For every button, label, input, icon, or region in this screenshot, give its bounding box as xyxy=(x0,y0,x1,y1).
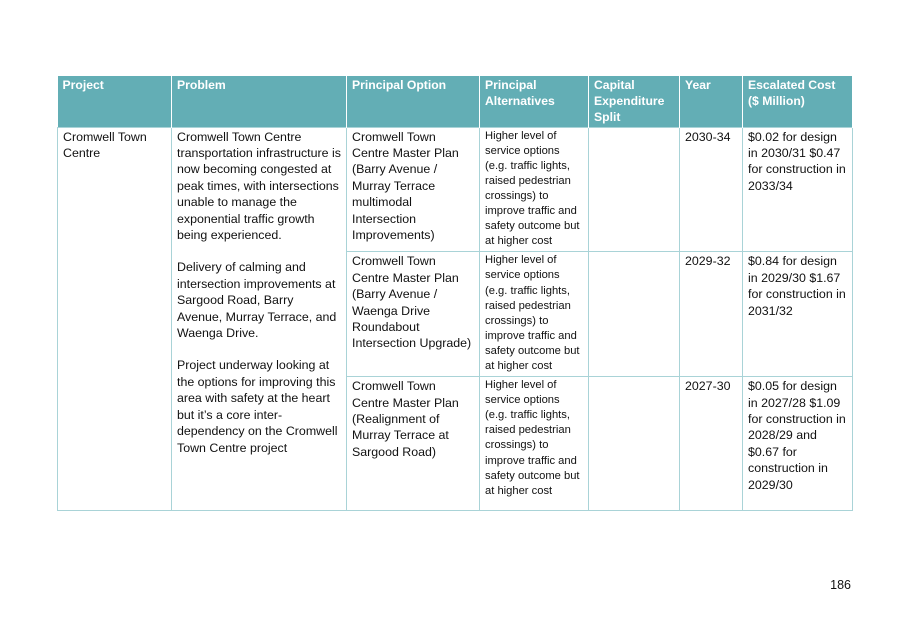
capex-split-cell xyxy=(589,127,680,252)
table-row xyxy=(58,127,853,252)
principal-alternatives-cell: Higher level of service options (e.g. traffic lights, raised pedestrian crossings) to improve traffic and safety outcome but at higher cost xyxy=(480,377,589,511)
escalated-cost-cell: $0.05 for design in 2027/28 $1.09 for construction in 2028/29 and $0.67 for construction in 2029/30 xyxy=(743,377,853,511)
principal-alternatives-cell: Higher level of service options (e.g. traffic lights, raised pedestrian crossings) to improve traffic and safety outcome but at higher cost xyxy=(480,127,589,252)
problem-paragraph: Cromwell Town Centre transportation infrastructure is now becoming congested at peak times, with intersections unable to manage the exponential traffic growth being experienced. xyxy=(177,129,341,243)
header-principal-alternatives: Principal Alternatives xyxy=(480,76,589,127)
header-capital-expenditure-split: Capital Expenditure Split xyxy=(589,76,680,127)
table-header-row xyxy=(58,76,853,127)
year-cell: 2030-34 xyxy=(680,127,743,252)
principal-option-cell: Cromwell Town Centre Master Plan (Realignment of Murray Terrace at Sargood Road) xyxy=(347,377,480,511)
problem-paragraph: Delivery of calming and intersection improvements at Sargood Road, Barry Avenue, Murray Terrace, and Waenga Drive. xyxy=(177,260,337,341)
header-principal-option: Principal Option xyxy=(347,76,480,127)
problem-cell xyxy=(172,127,347,511)
project-table xyxy=(57,76,853,511)
header-escalated-cost: Escalated Cost ($ Million) xyxy=(743,76,853,127)
problem-paragraph: Project underway looking at the options for improving this area with safety at the heart but it’s a core inter-dependency on the Cromwell Town Centre project xyxy=(177,358,338,455)
principal-alternatives-cell: Higher level of service options (e.g. traffic lights, raised pedestrian crossings) to improve traffic and safety outcome but at higher cost xyxy=(480,252,589,377)
header-year: Year xyxy=(680,76,743,127)
page-number: 186 xyxy=(830,578,851,592)
escalated-cost-cell: $0.02 for design in 2030/31 $0.47 for construction in 2033/34 xyxy=(743,127,853,252)
header-project: Project xyxy=(58,76,172,127)
year-cell: 2027-30 xyxy=(680,377,743,511)
escalated-cost-cell: $0.84 for design in 2029/30 $1.67 for construction in 2031/32 xyxy=(743,252,853,377)
capex-split-cell xyxy=(589,252,680,377)
year-cell: 2029-32 xyxy=(680,252,743,377)
principal-option-cell: Cromwell Town Centre Master Plan (Barry Avenue / Waenga Drive Roundabout Intersection Upgrade) xyxy=(347,252,480,377)
principal-option-cell: Cromwell Town Centre Master Plan (Barry Avenue / Murray Terrace multimodal Intersection Improvements) xyxy=(347,127,480,252)
project-cell: Cromwell Town Centre xyxy=(58,127,172,511)
header-problem: Problem xyxy=(172,76,347,127)
capex-split-cell xyxy=(589,377,680,511)
